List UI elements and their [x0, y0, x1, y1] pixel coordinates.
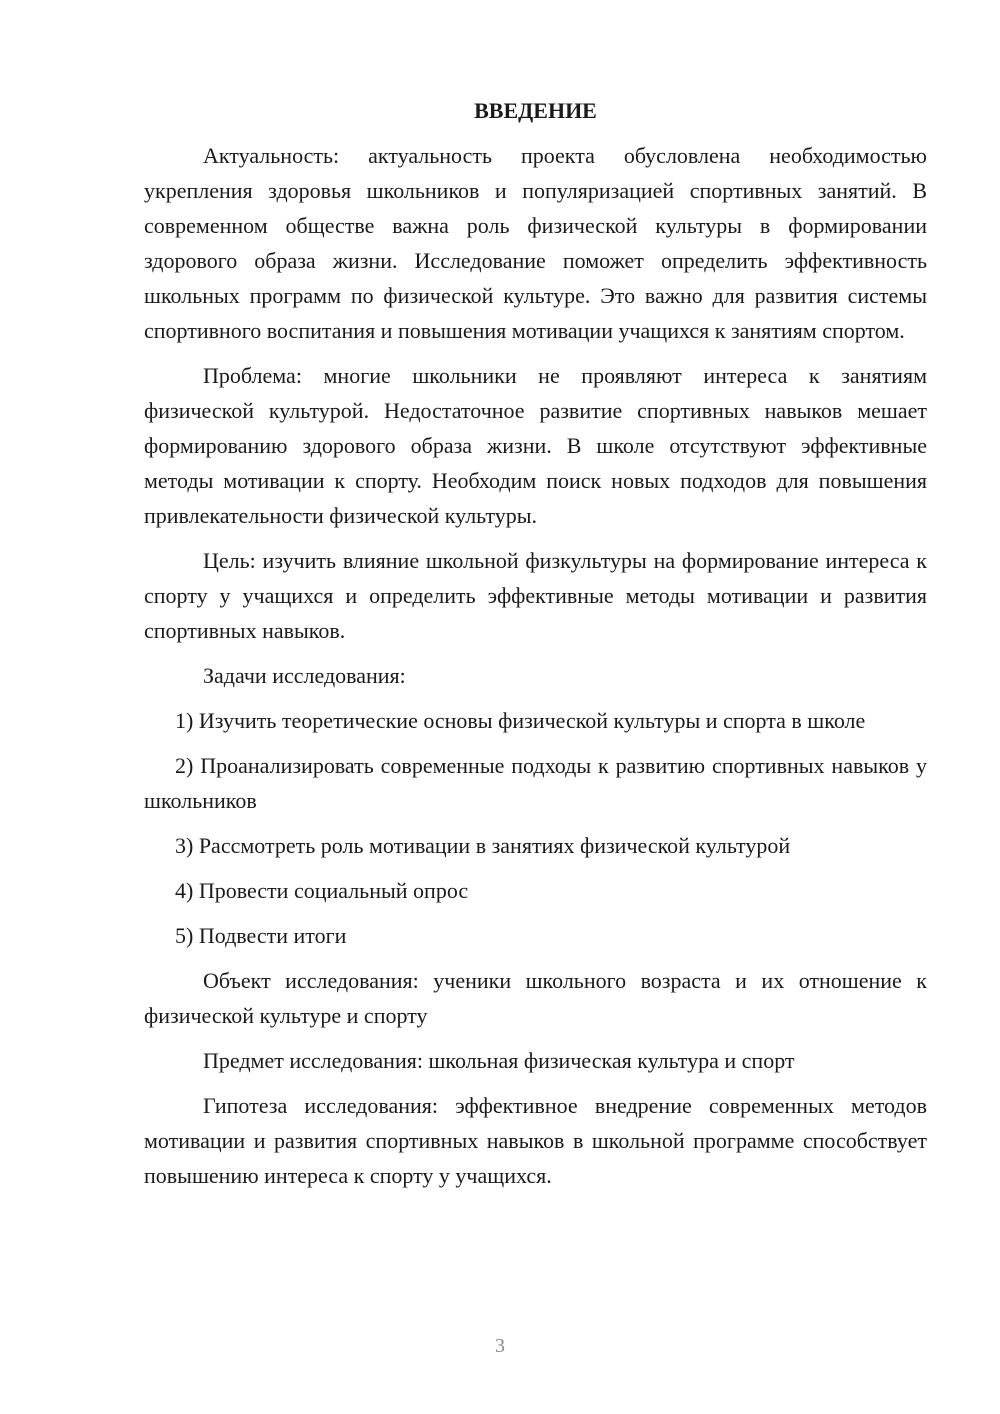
paragraph-goal: Цель: изучить влияние школьной физкультуры на формирование интереса к спорту у учащихся и определить эффективные методы мотивации и развития спортивных навыков.	[144, 548, 927, 643]
tasks-heading: Задачи исследования:	[203, 663, 406, 688]
paragraph-hypothesis: Гипотеза исследования: эффективное внедрение современных методов мотивации и развития спортивных навыков в школьной программе способствует повышению интереса к спорту у учащихся.	[144, 1093, 927, 1188]
paragraph-subject: Предмет исследования: школьная физическая культура и спорт	[203, 1048, 795, 1073]
paragraph-problem: Проблема: многие школьники не проявляют интереса к занятиям физической культурой. Недостаточное развитие спортивных навыков мешает формированию здорового образа жизни. В школе отсутствуют эффективные методы мотивации к спорту. Необходим поиск новых подходов для повышения привлекательности физической культуры.	[144, 363, 927, 528]
list-item: 4) Провести социальный опрос	[175, 878, 469, 903]
paragraph-object: Объект исследования: ученики школьного возраста и их отношение к физической культуре и спорту	[144, 968, 927, 1028]
tasks-list	[144, 703, 927, 953]
page-title: ВВЕДЕНИЕ	[474, 98, 597, 123]
list-item: 2) Проанализировать современные подходы к развитию спортивных навыков у школьников	[144, 753, 927, 813]
list-item: 5) Подвести итоги	[175, 923, 347, 948]
document-page	[144, 96, 927, 1203]
list-item: 3) Рассмотреть роль мотивации в занятиях физической культурой	[175, 833, 791, 858]
paragraph-relevance: Актуальность: актуальность проекта обусловлена необходимостью укрепления здоровья школьников и популяризацией спортивных занятий. В современном обществе важна роль физической культуры в формировании здорового образа жизни. Исследование поможет определить эффективность школьных программ по физической культуре. Это важно для развития системы спортивного воспитания и повышения мотивации учащихся к занятиям спортом.	[144, 143, 927, 343]
page-number: 3	[495, 1335, 505, 1357]
list-item: 1) Изучить теоретические основы физической культуры и спорта в школе	[175, 708, 866, 733]
